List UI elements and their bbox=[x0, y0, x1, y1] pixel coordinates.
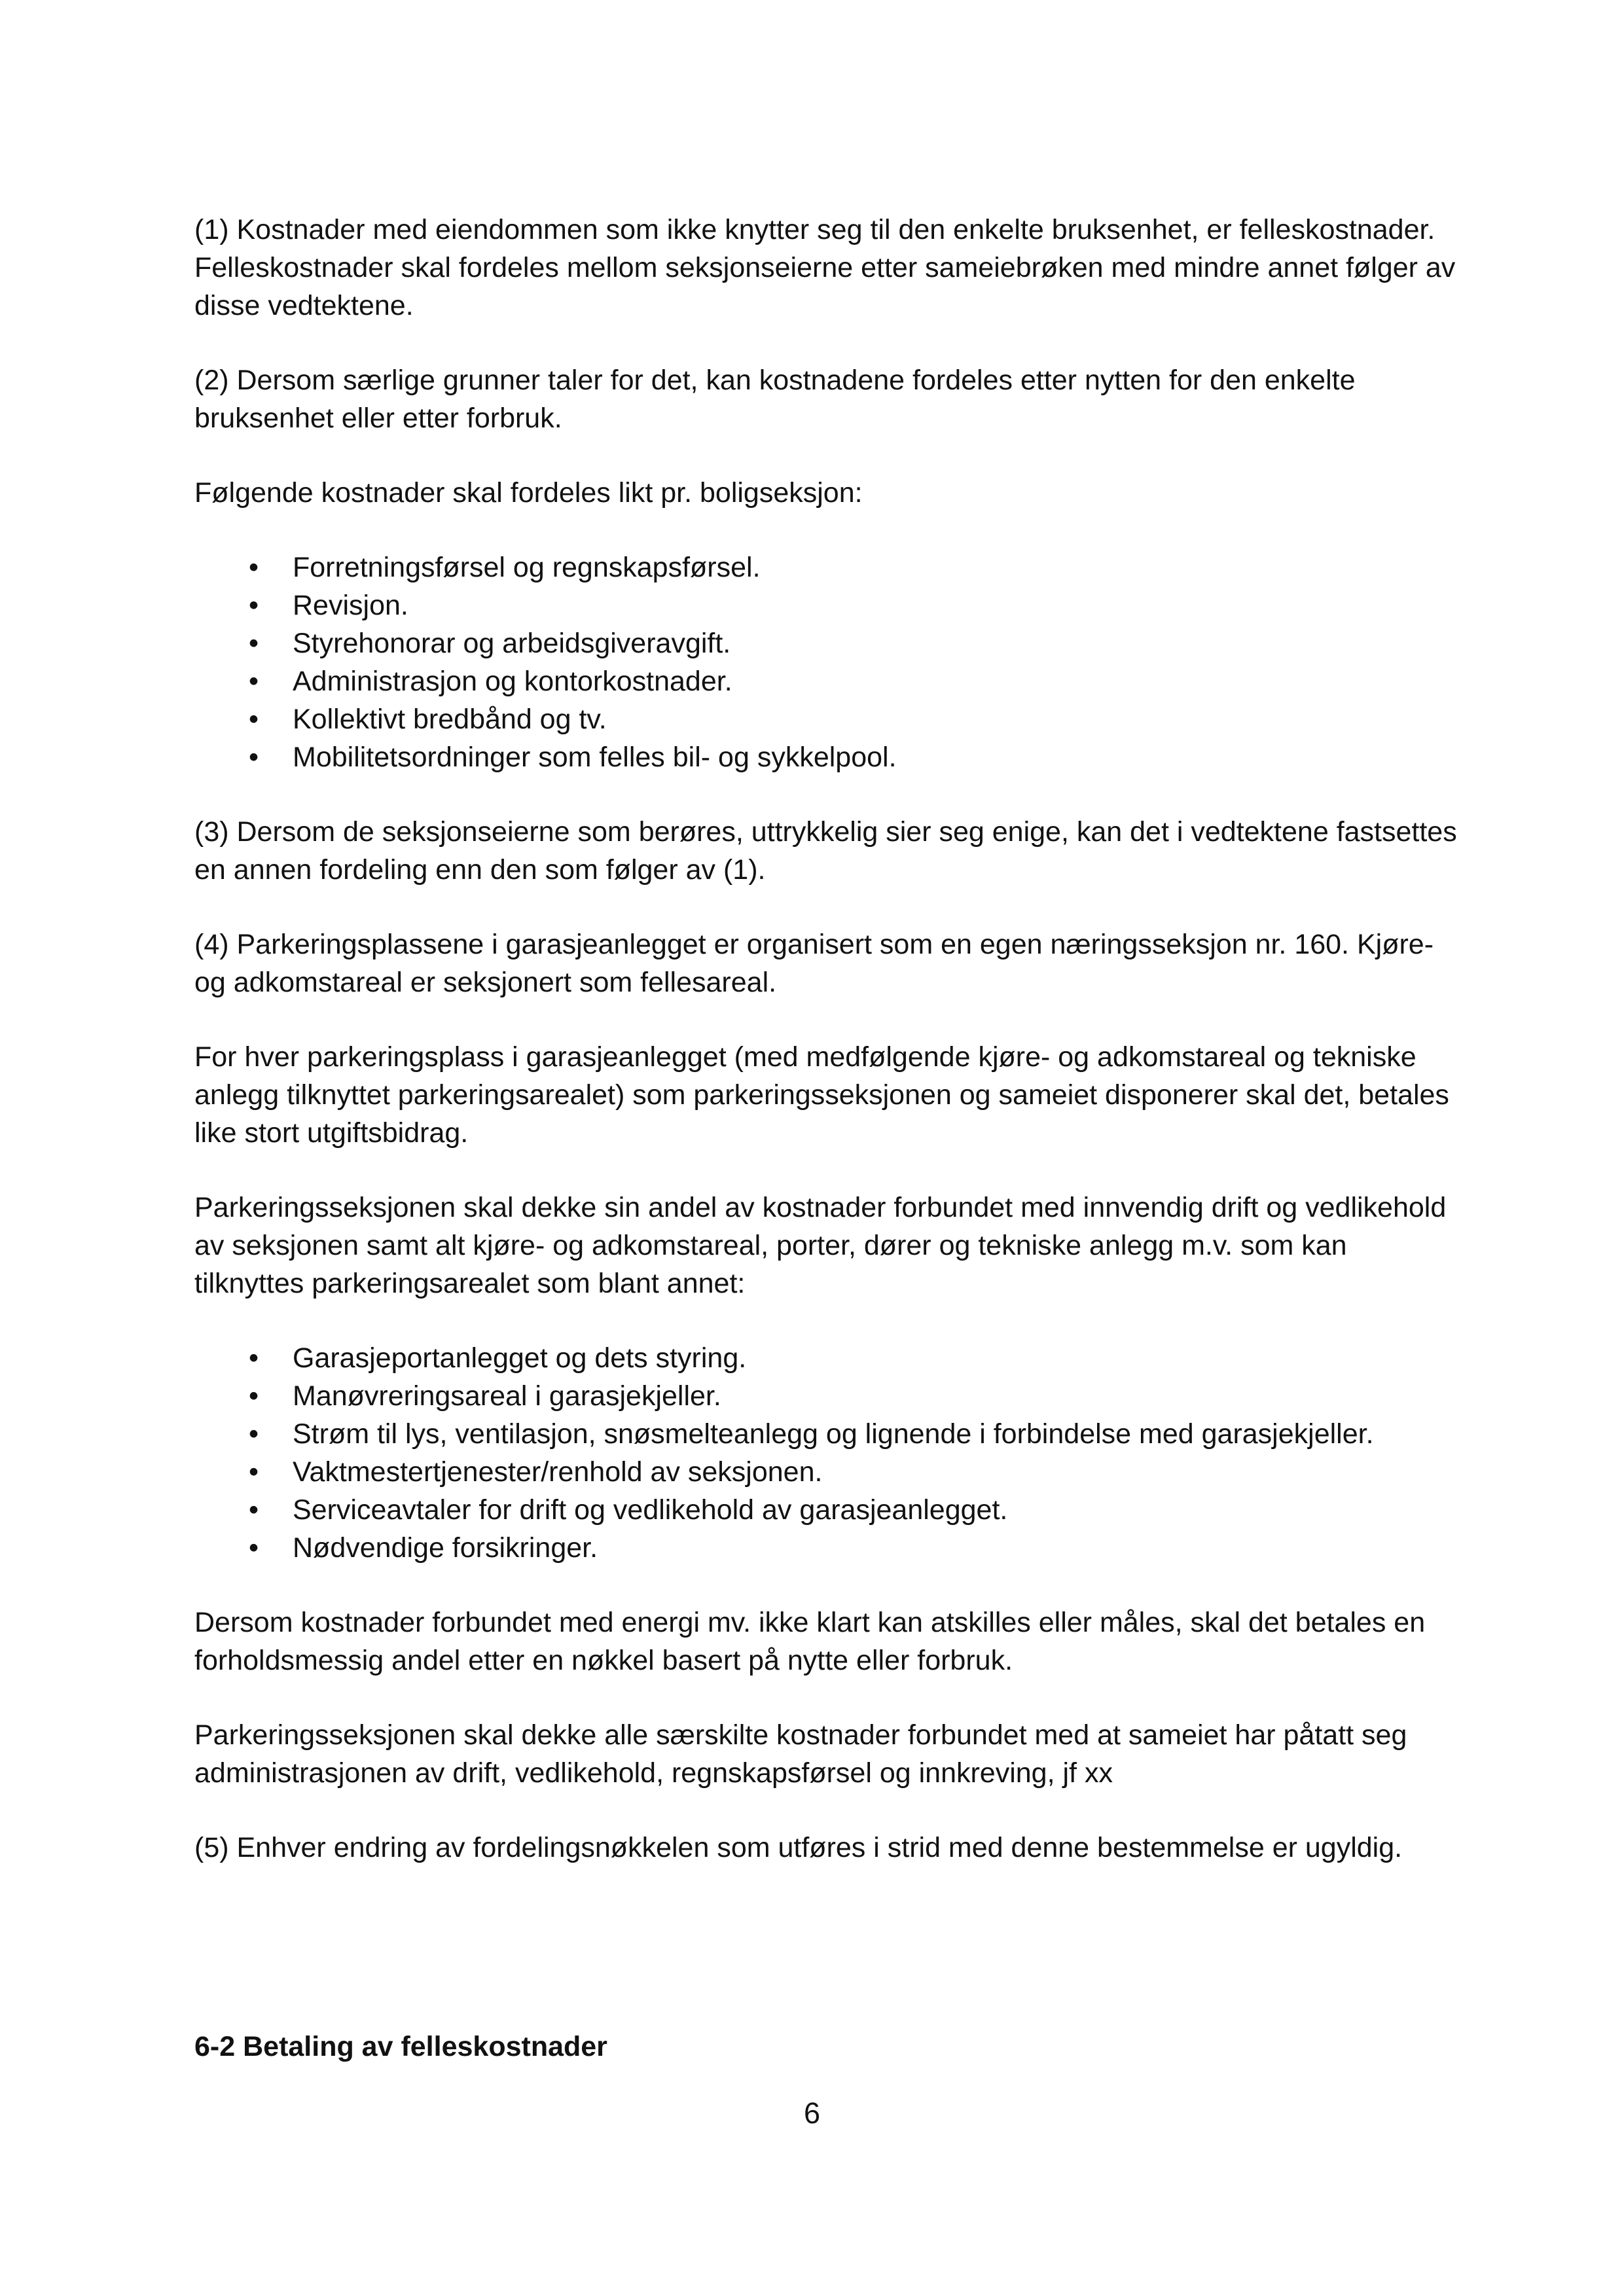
list-item-text: Manøvreringsareal i garasjekjeller. bbox=[293, 1380, 721, 1412]
list-item bbox=[194, 1339, 1458, 1377]
cost-list-parking bbox=[194, 1339, 1458, 1567]
list-item-text: Revisjon. bbox=[293, 590, 408, 621]
document-body bbox=[194, 211, 1458, 1903]
cost-list-per-unit bbox=[194, 548, 1458, 776]
bullet-icon: • bbox=[249, 1494, 259, 1526]
bullet-icon: • bbox=[249, 1342, 259, 1374]
list-item-text: Kollektivt bredbånd og tv. bbox=[293, 704, 607, 735]
list-item bbox=[194, 662, 1458, 700]
list-item bbox=[194, 586, 1458, 624]
bullet-icon: • bbox=[249, 1532, 259, 1564]
list-item-text: Garasjeportanlegget og dets styring. bbox=[293, 1342, 747, 1374]
paragraph-6: For hver parkeringsplass i garasjeanlegget (med medfølgende kjøre- og adkomstareal og tekniske anlegg tilknyttet parkeringsarealet) som parkeringsseksjonen og sameiet disponerer skal det, betales like stort utgiftsbidrag. bbox=[194, 1041, 1449, 1149]
paragraph-3: Følgende kostnader skal fordeles likt pr. boligseksjon: bbox=[194, 477, 863, 509]
list-item-text: Strøm til lys, ventilasjon, snøsmelteanlegg og lignende i forbindelse med garasjekjeller. bbox=[293, 1418, 1374, 1450]
list-item-text: Nødvendige forsikringer. bbox=[293, 1532, 598, 1564]
list-item bbox=[194, 548, 1458, 586]
list-item bbox=[194, 700, 1458, 738]
list-item-text: Mobilitetsordninger som felles bil- og sykkelpool. bbox=[293, 742, 897, 773]
paragraph-9: Parkeringsseksjonen skal dekke alle særskilte kostnader forbundet med at sameiet har påtatt seg administrasjonen av drift, vedlikehold, regnskapsførsel og innkreving, jf xx bbox=[194, 1719, 1407, 1789]
list-item-text: Forretningsførsel og regnskapsførsel. bbox=[293, 552, 761, 583]
paragraph-2: (2) Dersom særlige grunner taler for det, kan kostnadene fordeles etter nytten for den enkelte bruksenhet eller etter forbruk. bbox=[194, 365, 1356, 434]
paragraph-8: Dersom kostnader forbundet med energi mv. ikke klart kan atskilles eller måles, skal det betales en forholdsmessig andel etter en nøkkel basert på nytte eller forbruk. bbox=[194, 1607, 1426, 1676]
paragraph-1: (1) Kostnader med eiendommen som ikke knytter seg til den enkelte bruksenhet, er felleskostnader. Felleskostnader skal fordeles mellom seksjonseierne etter sameiebrøken med mindre annet følger av disse vedtektene. bbox=[194, 214, 1456, 321]
list-item-text: Vaktmestertjenester/renhold av seksjonen. bbox=[293, 1456, 823, 1488]
paragraph-4: (3) Dersom de seksjonseierne som berøres, uttrykkelig sier seg enige, kan det i vedtektene fastsettes en annen fordeling enn den som følger av (1). bbox=[194, 816, 1457, 886]
bullet-icon: • bbox=[249, 1380, 259, 1412]
list-item bbox=[194, 1529, 1458, 1567]
bullet-icon: • bbox=[249, 628, 259, 659]
bullet-icon: • bbox=[249, 552, 259, 583]
list-item bbox=[194, 1453, 1458, 1491]
bullet-icon: • bbox=[249, 704, 259, 735]
bullet-icon: • bbox=[249, 1418, 259, 1450]
list-item-text: Styrehonorar og arbeidsgiveravgift. bbox=[293, 628, 731, 659]
bullet-icon: • bbox=[249, 1456, 259, 1488]
bullet-icon: • bbox=[249, 590, 259, 621]
paragraph-5: (4) Parkeringsplassene i garasjeanlegget er organisert som en egen næringsseksjon nr. 160. Kjøre- og adkomstareal er seksjonert som fellesareal. bbox=[194, 929, 1434, 998]
bullet-icon: • bbox=[249, 666, 259, 697]
list-item-text: Administrasjon og kontorkostnader. bbox=[293, 666, 732, 697]
list-item-text: Serviceavtaler for drift og vedlikehold av garasjeanlegget. bbox=[293, 1494, 1008, 1526]
bullet-icon: • bbox=[249, 742, 259, 773]
paragraph-7: Parkeringsseksjonen skal dekke sin andel av kostnader forbundet med innvendig drift og vedlikehold av seksjonen samt alt kjøre- og adkomstareal, porter, dører og tekniske anlegg m.v. som kan tilknyttes parkeringsarealet som blant annet: bbox=[194, 1192, 1447, 1299]
paragraph-10: (5) Enhver endring av fordelingsnøkkelen som utføres i strid med denne bestemmelse er ugyldig. bbox=[194, 1832, 1403, 1863]
section-heading: 6-2 Betaling av felleskostnader bbox=[194, 2031, 607, 2062]
page-number: 6 bbox=[803, 2096, 821, 2130]
list-item bbox=[194, 624, 1458, 662]
list-item bbox=[194, 1415, 1458, 1453]
list-item bbox=[194, 738, 1458, 776]
list-item bbox=[194, 1377, 1458, 1415]
list-item bbox=[194, 1491, 1458, 1529]
